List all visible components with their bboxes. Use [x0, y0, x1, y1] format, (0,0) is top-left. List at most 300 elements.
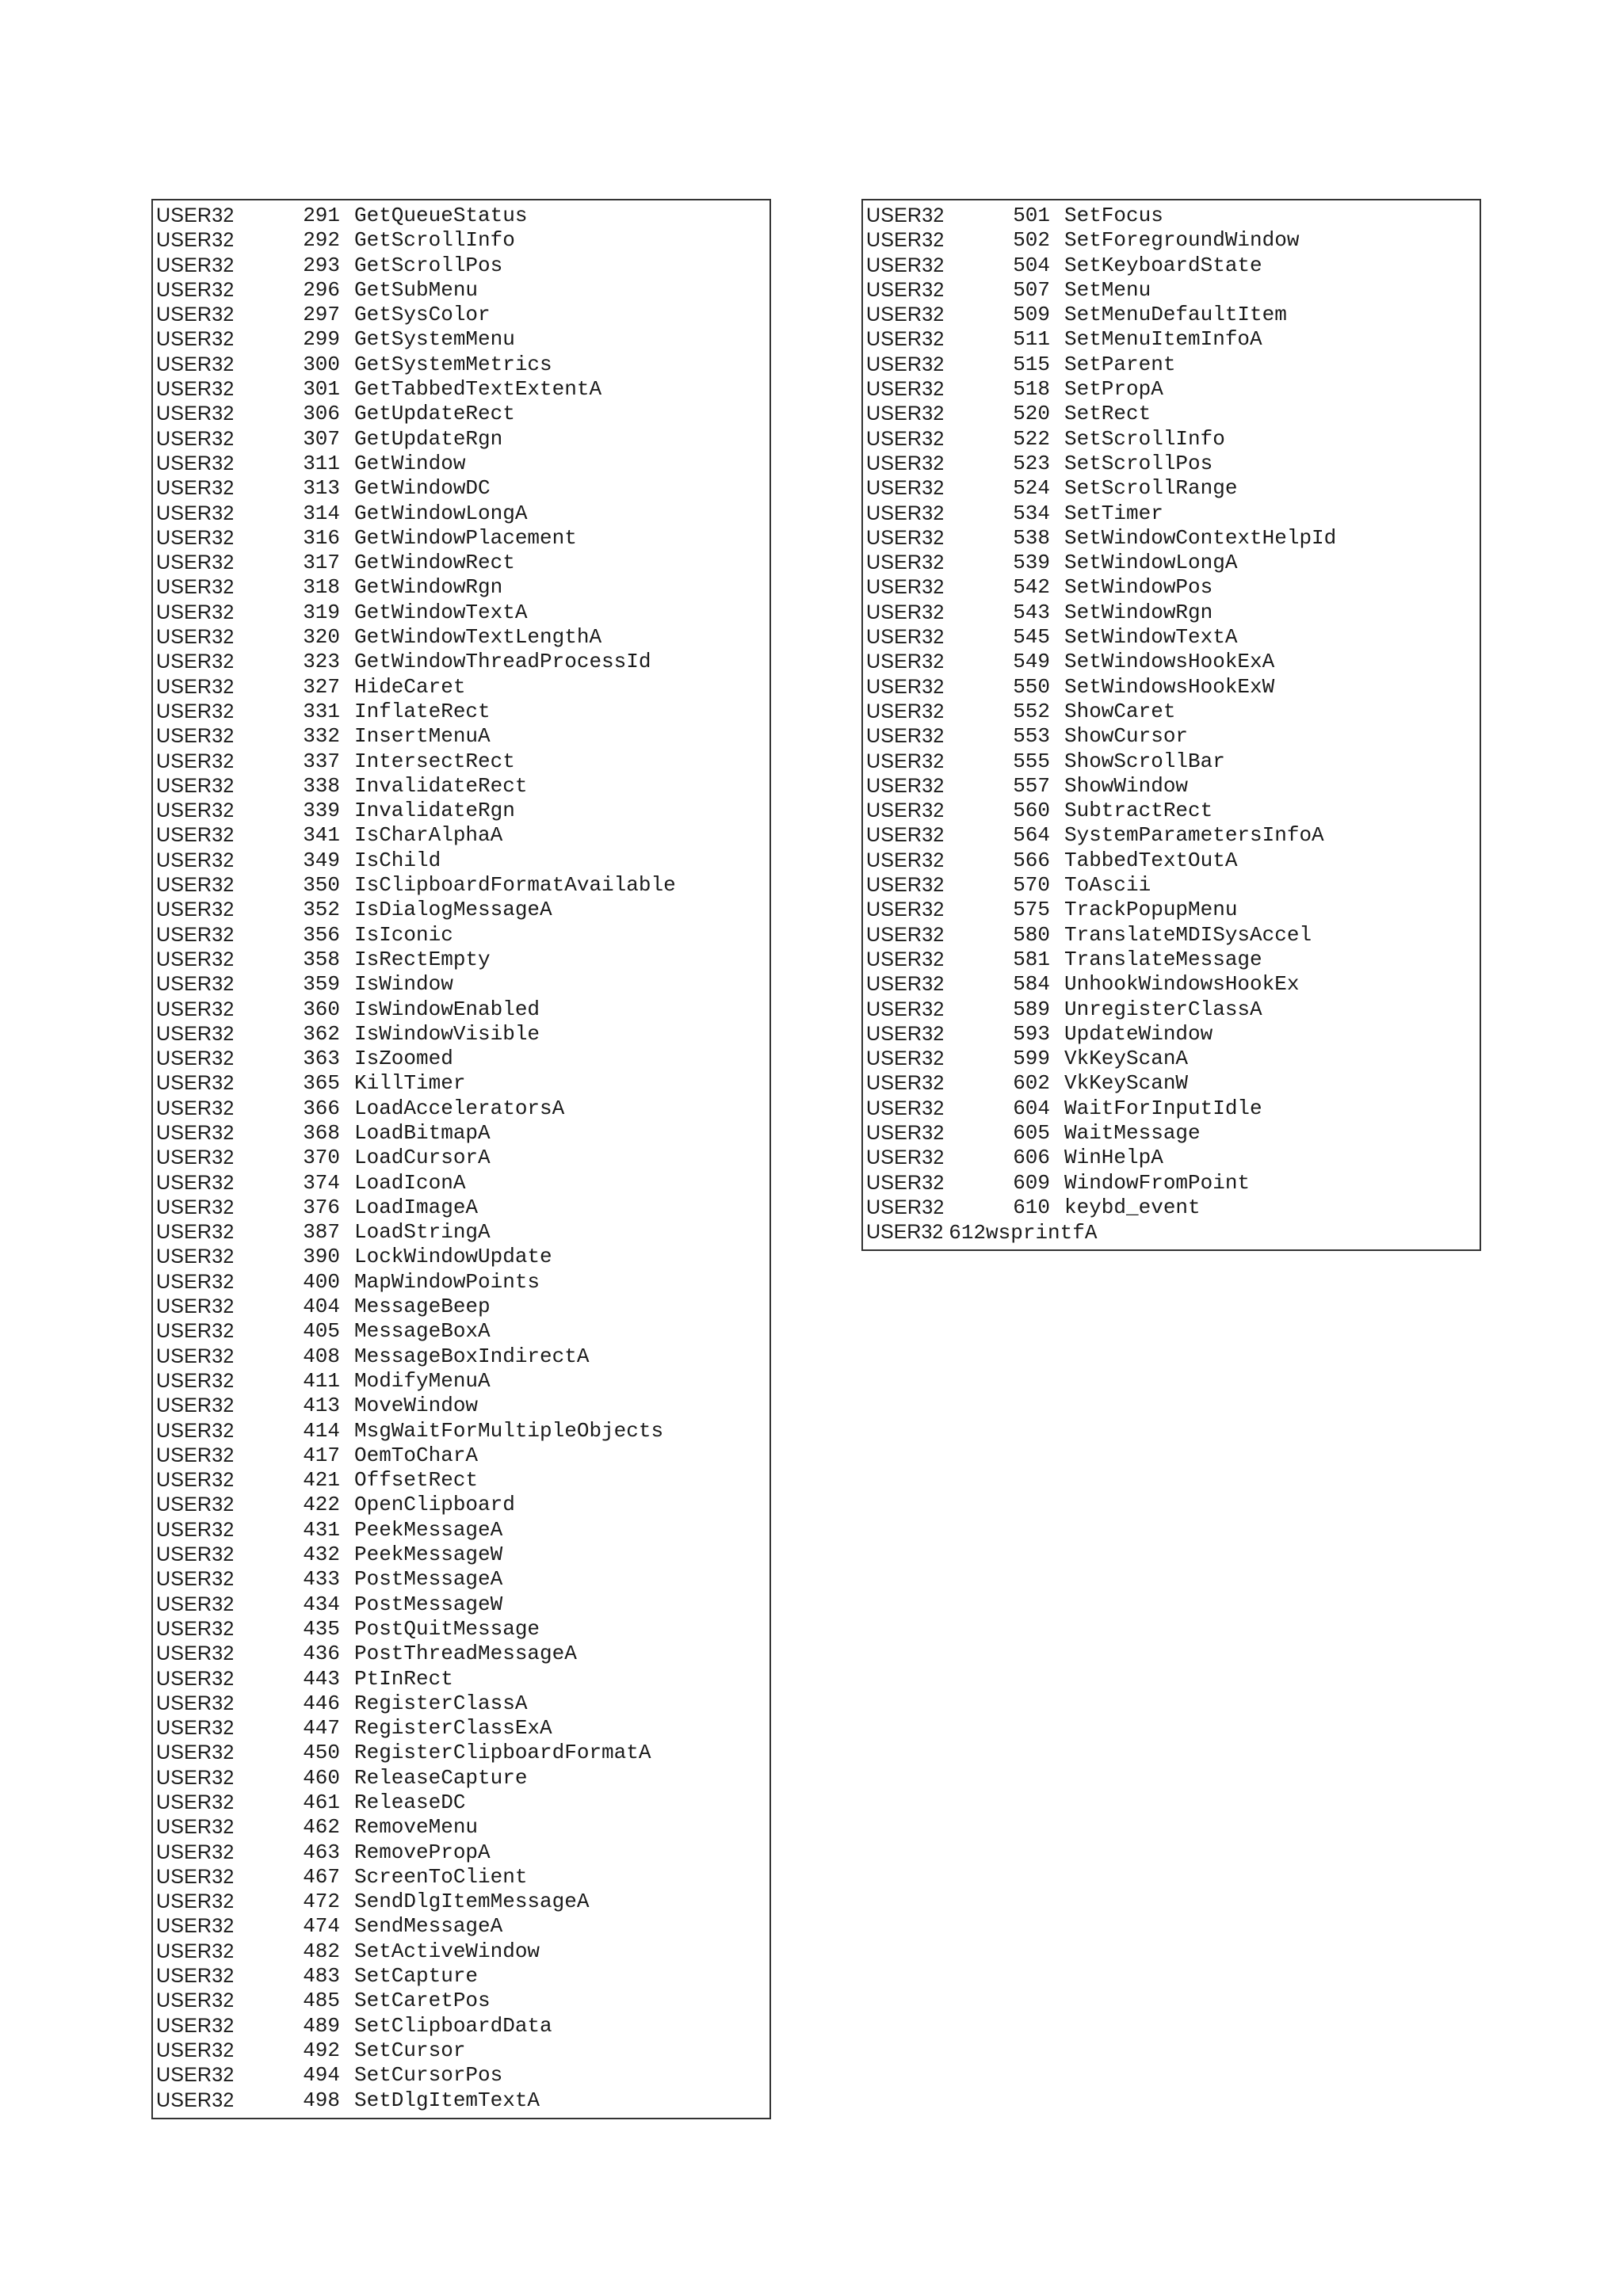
table-row: [863, 823, 1480, 848]
library-name: USER32: [156, 923, 235, 946]
table-row: [153, 1914, 769, 1939]
ordinal-number: 555: [1013, 749, 1050, 773]
table-row: [863, 228, 1480, 253]
library-name: USER32: [866, 948, 945, 971]
library-name: USER32: [156, 1369, 235, 1392]
library-name: USER32: [156, 1642, 235, 1665]
library-name: USER32: [866, 997, 945, 1020]
table-row: [153, 476, 769, 501]
table-row: [153, 1270, 769, 1295]
function-name: SetMenu: [1064, 277, 1151, 302]
table-row: [863, 402, 1480, 426]
library-name: USER32: [156, 849, 235, 871]
function-name: RegisterClassA: [354, 1691, 528, 1715]
function-name: WaitForInputIdle: [1064, 1096, 1262, 1120]
table-row: [863, 551, 1480, 575]
table-row: [153, 1369, 769, 1394]
ordinal-number: 550: [1013, 674, 1050, 699]
library-name: USER32: [866, 1072, 945, 1095]
ordinal-number: 489: [303, 2013, 340, 2038]
ordinal-number: 467: [303, 1864, 340, 1889]
table-row: [153, 675, 769, 700]
library-name: USER32: [866, 303, 945, 326]
ordinal-number: 552: [1013, 699, 1050, 723]
ordinal-number: 332: [303, 724, 340, 749]
library-name: USER32: [866, 477, 945, 500]
ordinal-number: 498: [303, 2088, 340, 2112]
table-row: [153, 1196, 769, 1220]
ordinal-number: 560: [1013, 799, 1050, 823]
function-name: LoadBitmapA: [354, 1120, 491, 1145]
function-name: RegisterClassExA: [354, 1716, 552, 1741]
ordinal-number: 599: [1013, 1047, 1050, 1071]
function-name: ModifyMenuA: [354, 1368, 491, 1393]
function-name: OpenClipboard: [354, 1493, 515, 1517]
table-row: [153, 1319, 769, 1344]
function-name: PostMessageA: [354, 1567, 503, 1592]
function-name: KillTimer: [354, 1071, 466, 1096]
table-row: [153, 526, 769, 551]
function-name: InvalidateRect: [354, 773, 528, 798]
ordinal-number: 580: [1013, 922, 1050, 947]
table-row: [863, 774, 1480, 799]
function-name: RegisterClipboardFormatA: [354, 1741, 651, 1765]
table-row: [153, 2088, 769, 2113]
function-name: SetWindowsHookExW: [1064, 674, 1275, 699]
table-row: [153, 774, 769, 799]
ordinal-number: 363: [303, 1047, 340, 1071]
library-name: USER32: [156, 2064, 235, 2087]
table-row: [863, 327, 1480, 352]
library-name: USER32: [866, 973, 945, 996]
table-row: [153, 1543, 769, 1567]
function-name: TranslateMDISysAccel: [1064, 922, 1312, 947]
table-row: [153, 1964, 769, 1989]
function-name: SendDlgItemMessageA: [354, 1890, 590, 1914]
library-name: USER32: [866, 427, 945, 450]
table-row: [863, 1097, 1480, 1121]
function-name: GetScrollPos: [354, 253, 503, 277]
library-name: USER32: [156, 1196, 235, 1219]
function-name: IsWindowVisible: [354, 1021, 540, 1046]
ordinal-number: 502: [1013, 228, 1050, 253]
table-row: [153, 1245, 769, 1269]
ordinal-number: 566: [1013, 848, 1050, 872]
ordinal-number: 432: [303, 1543, 340, 1567]
function-name: TrackPopupMenu: [1064, 898, 1238, 922]
function-name: SetTimer: [1064, 501, 1163, 525]
import-table-left: [151, 199, 771, 2119]
table-row: [153, 1022, 769, 1047]
function-name: SendMessageA: [354, 1914, 503, 1939]
function-name: IntersectRect: [354, 749, 515, 773]
ordinal-number: 417: [303, 1443, 340, 1467]
library-name: USER32: [156, 749, 235, 772]
table-row: [153, 1989, 769, 2013]
function-name: ShowCursor: [1064, 724, 1189, 749]
library-name: USER32: [156, 1469, 235, 1492]
table-row: [153, 2063, 769, 2088]
function-name: GetQueueStatus: [354, 204, 528, 227]
ordinal-number: 520: [1013, 402, 1050, 426]
function-name: ShowScrollBar: [1064, 749, 1225, 773]
ordinal-number: 433: [303, 1567, 340, 1592]
library-name: USER32: [866, 502, 945, 524]
function-name: IsCharAlphaA: [354, 823, 503, 848]
function-name: IsZoomed: [354, 1047, 453, 1071]
ordinal-number: 405: [303, 1319, 340, 1344]
ordinal-number: 390: [303, 1245, 340, 1269]
library-name: USER32: [866, 278, 945, 301]
table-row: [153, 551, 769, 575]
table-row: [153, 427, 769, 452]
table-row: [153, 1344, 769, 1369]
library-name: USER32: [866, 1221, 944, 1244]
library-name: USER32: [156, 725, 235, 748]
function-name: SetCaretPos: [354, 1989, 491, 2013]
table-row: [153, 1567, 769, 1592]
table-row: [863, 452, 1480, 476]
function-name: WindowFromPoint: [1064, 1170, 1251, 1195]
library-name: USER32: [866, 749, 945, 772]
table-row: [153, 1617, 769, 1642]
table-row: [153, 353, 769, 377]
table-row: [863, 427, 1480, 452]
function-name: IsWindow: [354, 972, 453, 997]
ordinal-number: 292: [303, 228, 340, 253]
library-name: USER32: [156, 576, 235, 599]
library-name: USER32: [156, 2088, 235, 2111]
library-name: USER32: [156, 1791, 235, 1814]
table-row: [153, 749, 769, 774]
library-name: USER32: [156, 204, 235, 227]
ordinal-number: 602: [1013, 1071, 1050, 1096]
library-name: USER32: [156, 551, 235, 574]
table-row: [863, 526, 1480, 551]
function-name: IsRectEmpty: [354, 947, 491, 971]
library-name: USER32: [156, 378, 235, 401]
table-row: [153, 1171, 769, 1196]
library-name: USER32: [156, 1121, 235, 1144]
function-name: IsClipboardFormatAvailable: [354, 873, 676, 898]
table-row: [153, 1295, 769, 1319]
table-row: [153, 1840, 769, 1865]
library-name: USER32: [156, 973, 235, 996]
function-name: PtInRect: [354, 1666, 453, 1691]
table-row: [153, 327, 769, 352]
table-row: [863, 1196, 1480, 1220]
library-name: USER32: [156, 254, 235, 277]
library-name: USER32: [156, 1915, 235, 1938]
table-row: [153, 1146, 769, 1170]
library-name: USER32: [156, 1295, 235, 1318]
table-row: [153, 898, 769, 922]
library-name: USER32: [866, 1196, 945, 1219]
ordinal-number: 314: [303, 501, 340, 525]
table-row: [153, 228, 769, 253]
library-name: USER32: [156, 824, 235, 847]
ordinal-number: 523: [1013, 451, 1050, 475]
function-name: OemToCharA: [354, 1443, 479, 1467]
table-row: [153, 204, 769, 228]
table-row: [863, 849, 1480, 873]
function-name: LoadIconA: [354, 1170, 466, 1195]
library-name: USER32: [866, 1022, 945, 1045]
ordinal-number: 549: [1013, 650, 1050, 674]
ordinal-number: 589: [1013, 997, 1050, 1021]
function-name: SetWindowPos: [1064, 575, 1213, 600]
ordinal-number: 542: [1013, 575, 1050, 600]
ordinal-number: 404: [303, 1295, 340, 1319]
function-name: SetActiveWindow: [354, 1939, 540, 1963]
table-row: [153, 1518, 769, 1543]
table-row: [153, 1939, 769, 1964]
library-name: USER32: [156, 452, 235, 475]
ordinal-number: 518: [1013, 377, 1050, 402]
library-name: USER32: [156, 278, 235, 301]
ordinal-number: 606: [1013, 1146, 1050, 1170]
library-name: USER32: [156, 700, 235, 723]
ordinal-number: 411: [303, 1368, 340, 1393]
function-name: SetForegroundWindow: [1064, 228, 1300, 253]
table-row: [153, 254, 769, 278]
ordinal-number: 400: [303, 1269, 340, 1294]
library-name: USER32: [156, 1741, 235, 1764]
function-name: GetTabbedTextExtentA: [354, 377, 602, 402]
table-row: [153, 1691, 769, 1716]
ordinal-number: 494: [303, 2063, 340, 2088]
ordinal-number: 408: [303, 1344, 340, 1368]
library-name: USER32: [866, 1146, 945, 1169]
table-row: [153, 873, 769, 898]
function-name: SystemParametersInfoA: [1064, 823, 1324, 848]
table-row: [863, 1146, 1480, 1170]
ordinal-number: 339: [303, 799, 340, 823]
library-name: USER32: [156, 502, 235, 524]
table-row: [863, 1047, 1480, 1071]
table-row: [153, 724, 769, 749]
library-name: USER32: [156, 1072, 235, 1095]
table-row: [153, 700, 769, 724]
library-name: USER32: [156, 1617, 235, 1640]
function-name: SetWindowLongA: [1064, 551, 1238, 575]
library-name: USER32: [156, 1691, 235, 1714]
library-name: USER32: [156, 2039, 235, 2061]
table-row: [863, 923, 1480, 948]
ordinal-number: 557: [1013, 773, 1050, 798]
ordinal-number: 374: [303, 1170, 340, 1195]
library-name: USER32: [156, 1766, 235, 1789]
library-name: USER32: [866, 923, 945, 946]
library-name: USER32: [156, 1097, 235, 1119]
library-name: USER32: [156, 898, 235, 921]
ordinal-number: 338: [303, 773, 340, 798]
function-name: GetScrollInfo: [354, 228, 515, 253]
ordinal-number: 306: [303, 402, 340, 426]
library-name: USER32: [866, 675, 945, 698]
function-name: IsWindowEnabled: [354, 997, 540, 1021]
ordinal-number: 327: [303, 674, 340, 699]
table-row: [153, 1667, 769, 1691]
ordinal-number: 483: [303, 1964, 340, 1989]
table-row: [863, 278, 1480, 303]
library-name: USER32: [156, 1865, 235, 1888]
function-name: MessageBeep: [354, 1295, 491, 1319]
function-name: GetSysColor: [354, 303, 491, 327]
function-name: GetUpdateRect: [354, 402, 515, 426]
last-entry: [866, 1220, 1097, 1245]
library-name: USER32: [156, 799, 235, 822]
function-name: MapWindowPoints: [354, 1269, 540, 1294]
function-name: LockWindowUpdate: [354, 1245, 552, 1269]
function-name: WinHelpA: [1064, 1146, 1163, 1170]
function-name: LoadImageA: [354, 1195, 479, 1219]
library-name: USER32: [866, 774, 945, 797]
ordinal-number: 362: [303, 1021, 340, 1046]
library-name: USER32: [156, 1320, 235, 1343]
ordinal-number: 461: [303, 1791, 340, 1814]
table-row: [153, 1716, 769, 1741]
function-name: SetScrollPos: [1064, 451, 1213, 475]
library-name: USER32: [156, 1717, 235, 1740]
table-row: [863, 948, 1480, 972]
function-name: SetWindowRgn: [1064, 600, 1213, 624]
library-name: USER32: [156, 1939, 235, 1962]
function-name: GetWindowTextLengthA: [354, 625, 602, 650]
function-name: SetMenuItemInfoA: [1064, 327, 1262, 352]
table-row: [863, 997, 1480, 1022]
table-row: [153, 402, 769, 426]
library-name: USER32: [156, 1965, 235, 1988]
table-row: [863, 303, 1480, 327]
library-name: USER32: [156, 948, 235, 971]
library-name: USER32: [866, 601, 945, 624]
library-name: USER32: [866, 378, 945, 401]
table-row: [863, 700, 1480, 724]
ordinal-number: 504: [1013, 253, 1050, 277]
ordinal-number: 501: [1013, 204, 1050, 227]
ordinal-number: 301: [303, 377, 340, 402]
function-name: VkKeyScanA: [1064, 1047, 1189, 1071]
library-name: USER32: [156, 1493, 235, 1516]
library-name: USER32: [156, 526, 235, 549]
function-name: GetSystemMenu: [354, 327, 515, 352]
table-row: [153, 452, 769, 476]
ordinal-number: 387: [303, 1220, 340, 1245]
function-name: TranslateMessage: [1064, 947, 1262, 971]
ordinal-number: 534: [1013, 501, 1050, 525]
ordinal-number: 320: [303, 625, 340, 650]
import-table-right: [861, 199, 1481, 1251]
table-row: [153, 1121, 769, 1146]
library-name: USER32: [156, 1543, 235, 1566]
library-name: USER32: [156, 1444, 235, 1466]
library-name: USER32: [156, 1221, 235, 1244]
ordinal-number: 368: [303, 1120, 340, 1145]
library-name: USER32: [156, 1667, 235, 1690]
ordinal-number: 472: [303, 1890, 340, 1914]
ordinal-number: 341: [303, 823, 340, 848]
function-name: LoadCursorA: [354, 1146, 491, 1170]
table-row: [863, 972, 1480, 997]
ordinal-number: 313: [303, 476, 340, 501]
library-name: USER32: [156, 1518, 235, 1541]
function-name: SetMenuDefaultItem: [1064, 303, 1287, 327]
ordinal-number: 366: [303, 1096, 340, 1120]
function-name: InsertMenuA: [354, 724, 491, 749]
function-name: GetWindowLongA: [354, 501, 528, 525]
function-name: MsgWaitForMultipleObjects: [354, 1418, 664, 1443]
ordinal-number: 570: [1013, 873, 1050, 898]
ordinal-number: 553: [1013, 724, 1050, 749]
function-name: RemovePropA: [354, 1840, 491, 1864]
library-name: USER32: [156, 1816, 235, 1839]
function-name: PeekMessageW: [354, 1543, 503, 1567]
table-row: [153, 650, 769, 674]
function-name: GetUpdateRgn: [354, 426, 503, 451]
table-row: [863, 575, 1480, 600]
library-name: USER32: [156, 1270, 235, 1293]
function-name: SetWindowTextA: [1064, 625, 1238, 650]
function-name: GetWindowTextA: [354, 600, 528, 624]
function-name: SetDlgItemTextA: [354, 2088, 540, 2112]
ordinal-number: 359: [303, 972, 340, 997]
ordinal-number: 352: [303, 898, 340, 922]
function-name: VkKeyScanW: [1064, 1071, 1189, 1096]
ordinal-number: 507: [1013, 277, 1050, 302]
library-name: USER32: [156, 1146, 235, 1169]
function-name: PostMessageW: [354, 1592, 503, 1616]
table-row: [153, 1419, 769, 1444]
function-name: keybd_event: [1064, 1195, 1201, 1219]
function-name: GetWindowRect: [354, 551, 515, 575]
library-name: USER32: [866, 626, 945, 649]
table-row: [153, 2014, 769, 2039]
library-name: USER32: [156, 1840, 235, 1863]
function-name: TabbedTextOutA: [1064, 848, 1238, 872]
ordinal-number: 492: [303, 2038, 340, 2062]
ordinal-number: 610: [1013, 1195, 1050, 1219]
library-name: USER32: [866, 353, 945, 376]
library-name: USER32: [866, 204, 945, 227]
library-name: USER32: [866, 229, 945, 252]
ordinal-number: 436: [303, 1642, 340, 1666]
function-name: UnregisterClassA: [1064, 997, 1262, 1021]
function-name: UpdateWindow: [1064, 1021, 1213, 1046]
function-name: SetKeyboardState: [1064, 253, 1262, 277]
library-name: USER32: [866, 328, 945, 351]
ordinal-number: 311: [303, 451, 340, 475]
table-row: [863, 377, 1480, 402]
library-name: USER32: [866, 1097, 945, 1119]
function-name: SetPropA: [1064, 377, 1163, 402]
ordinal-number: 515: [1013, 352, 1050, 376]
table-row: [153, 625, 769, 650]
library-name: USER32: [156, 229, 235, 252]
ordinal-number: 413: [303, 1394, 340, 1418]
ordinal-number: 316: [303, 525, 340, 550]
library-name: USER32: [156, 601, 235, 624]
function-name: SetWindowsHookExA: [1064, 650, 1275, 674]
function-name: SetCursorPos: [354, 2063, 503, 2088]
function-name: MessageBoxA: [354, 1319, 491, 1344]
ordinal-number: 365: [303, 1071, 340, 1096]
library-name: USER32: [156, 1344, 235, 1367]
table-row: [863, 650, 1480, 674]
library-name: USER32: [156, 650, 235, 673]
ordinal-number: 296: [303, 277, 340, 302]
table-row: [863, 204, 1480, 228]
